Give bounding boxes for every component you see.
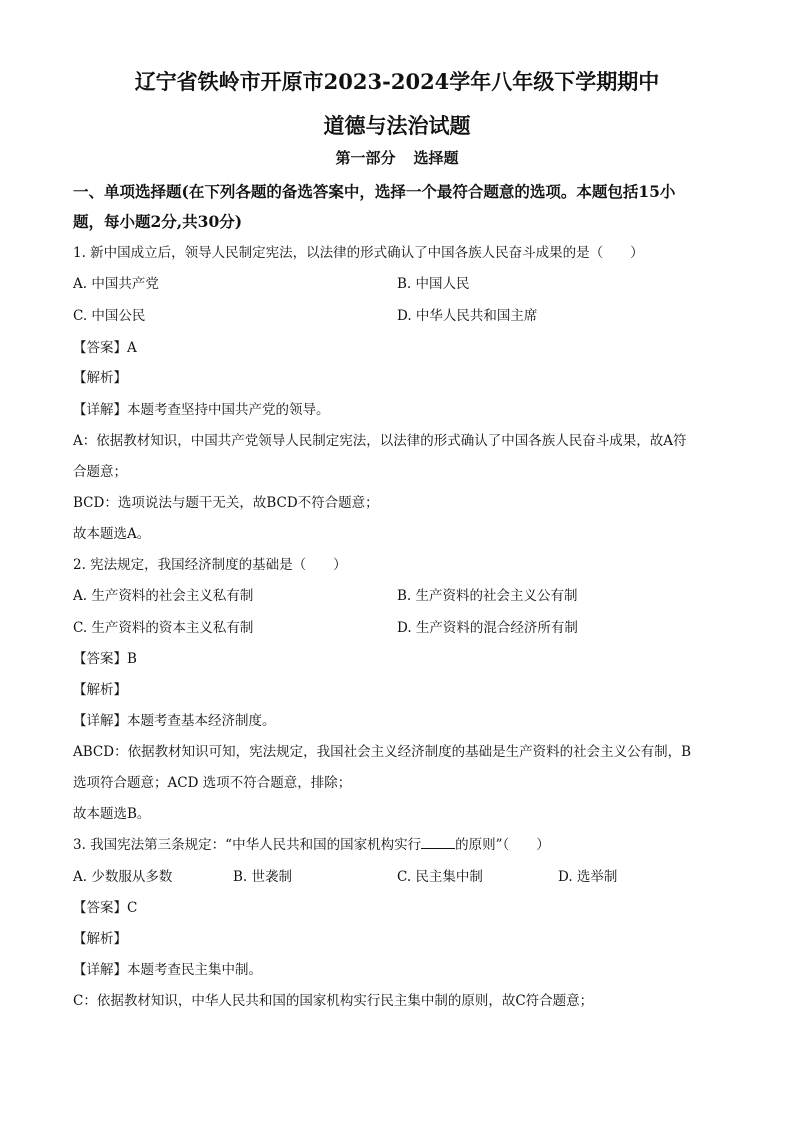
q2-option-d: D. 生产资料的混合经济所有制 [397,620,578,636]
q2-option-b: B. 生产资料的社会主义公有制 [397,588,578,604]
q2-analysis-label: 【解析】 [73,682,127,698]
q1-option-b: B. 中国人民 [397,276,470,292]
part-heading [0,148,794,168]
q2-explanation-line1: ABCD：依据教材知识可知，宪法规定，我国社会主义经济制度的基础是生产资料的社会主义公有制，B [73,744,691,760]
q1-answer: 【答案】A [73,340,137,356]
q3-analysis-label: 【解析】 [73,931,127,947]
q3-option-c: C. 民主集中制 [397,869,483,885]
q1-option-d: D. 中华人民共和国主席 [397,308,538,324]
q1-stem: 1. 新中国成立后，领导人民制定宪法，以法律的形式确认了中国各族人民奋斗成果的是（ ） [73,245,644,261]
part-name: 选择题 [413,149,459,167]
q3-blank [421,836,455,849]
q1-explanation-line2: 合题意； [73,464,127,480]
exam-title-line2: 道德与法治试题 [323,113,471,138]
q1-explanation-line3: BCD：选项说法与题干无关，故BCD不符合题意； [73,495,379,511]
q1-option-a: A. 中国共产党 [73,276,159,292]
q2-answer: 【答案】B [73,651,137,667]
q1-option-c: C. 中国公民 [73,308,146,324]
q3-stem-after: 的原则”（ ） [455,837,550,853]
q3-explanation-line1: C：依据教材知识，中华人民共和国的国家机构实行民主集中制的原则，故C符合题意； [73,993,594,1009]
section-heading-line1: 一、单项选择题(在下列各题的备选答案中，选择一个最符合题意的选项。本题包括15小 [73,182,676,201]
q1-analysis-label: 【解析】 [73,370,127,386]
q3-option-b: B. 世袭制 [233,869,293,885]
part-label: 第一部分 [335,149,396,167]
q3-detail: 【详解】本题考查民主集中制。 [73,962,262,978]
q1-detail: 【详解】本题考查坚持中国共产党的领导。 [73,402,330,418]
q2-stem: 2. 宪法规定，我国经济制度的基础是（ ） [73,557,347,573]
exam-title-line1: 辽宁省铁岭市开原市2023-2024学年八年级下学期期中 [134,69,660,94]
q1-explanation-line1: A：依据教材知识，中国共产党领导人民制定宪法，以法律的形式确认了中国各族人民奋斗成果，故A符 [73,433,687,449]
q3-stem [73,836,550,854]
q3-stem-before: 3. 我国宪法第三条规定：“中华人民共和国的国家机构实行 [73,837,422,853]
q2-conclusion: 故本题选B。 [73,806,151,822]
q2-detail: 【详解】本题考查基本经济制度。 [73,713,276,729]
q1-conclusion: 故本题选A。 [73,526,151,542]
q2-explanation-line2: 选项符合题意；ACD 选项不符合题意，排除； [73,775,352,791]
q3-answer: 【答案】C [73,900,138,916]
q2-option-a: A. 生产资料的社会主义私有制 [73,588,254,604]
section-heading-line2: 题，每小题2分,共30分) [73,212,243,231]
q2-option-c: C. 生产资料的资本主义私有制 [73,620,254,636]
q3-option-a: A. 少数服从多数 [73,869,173,885]
q3-option-d: D. 选举制 [558,869,618,885]
